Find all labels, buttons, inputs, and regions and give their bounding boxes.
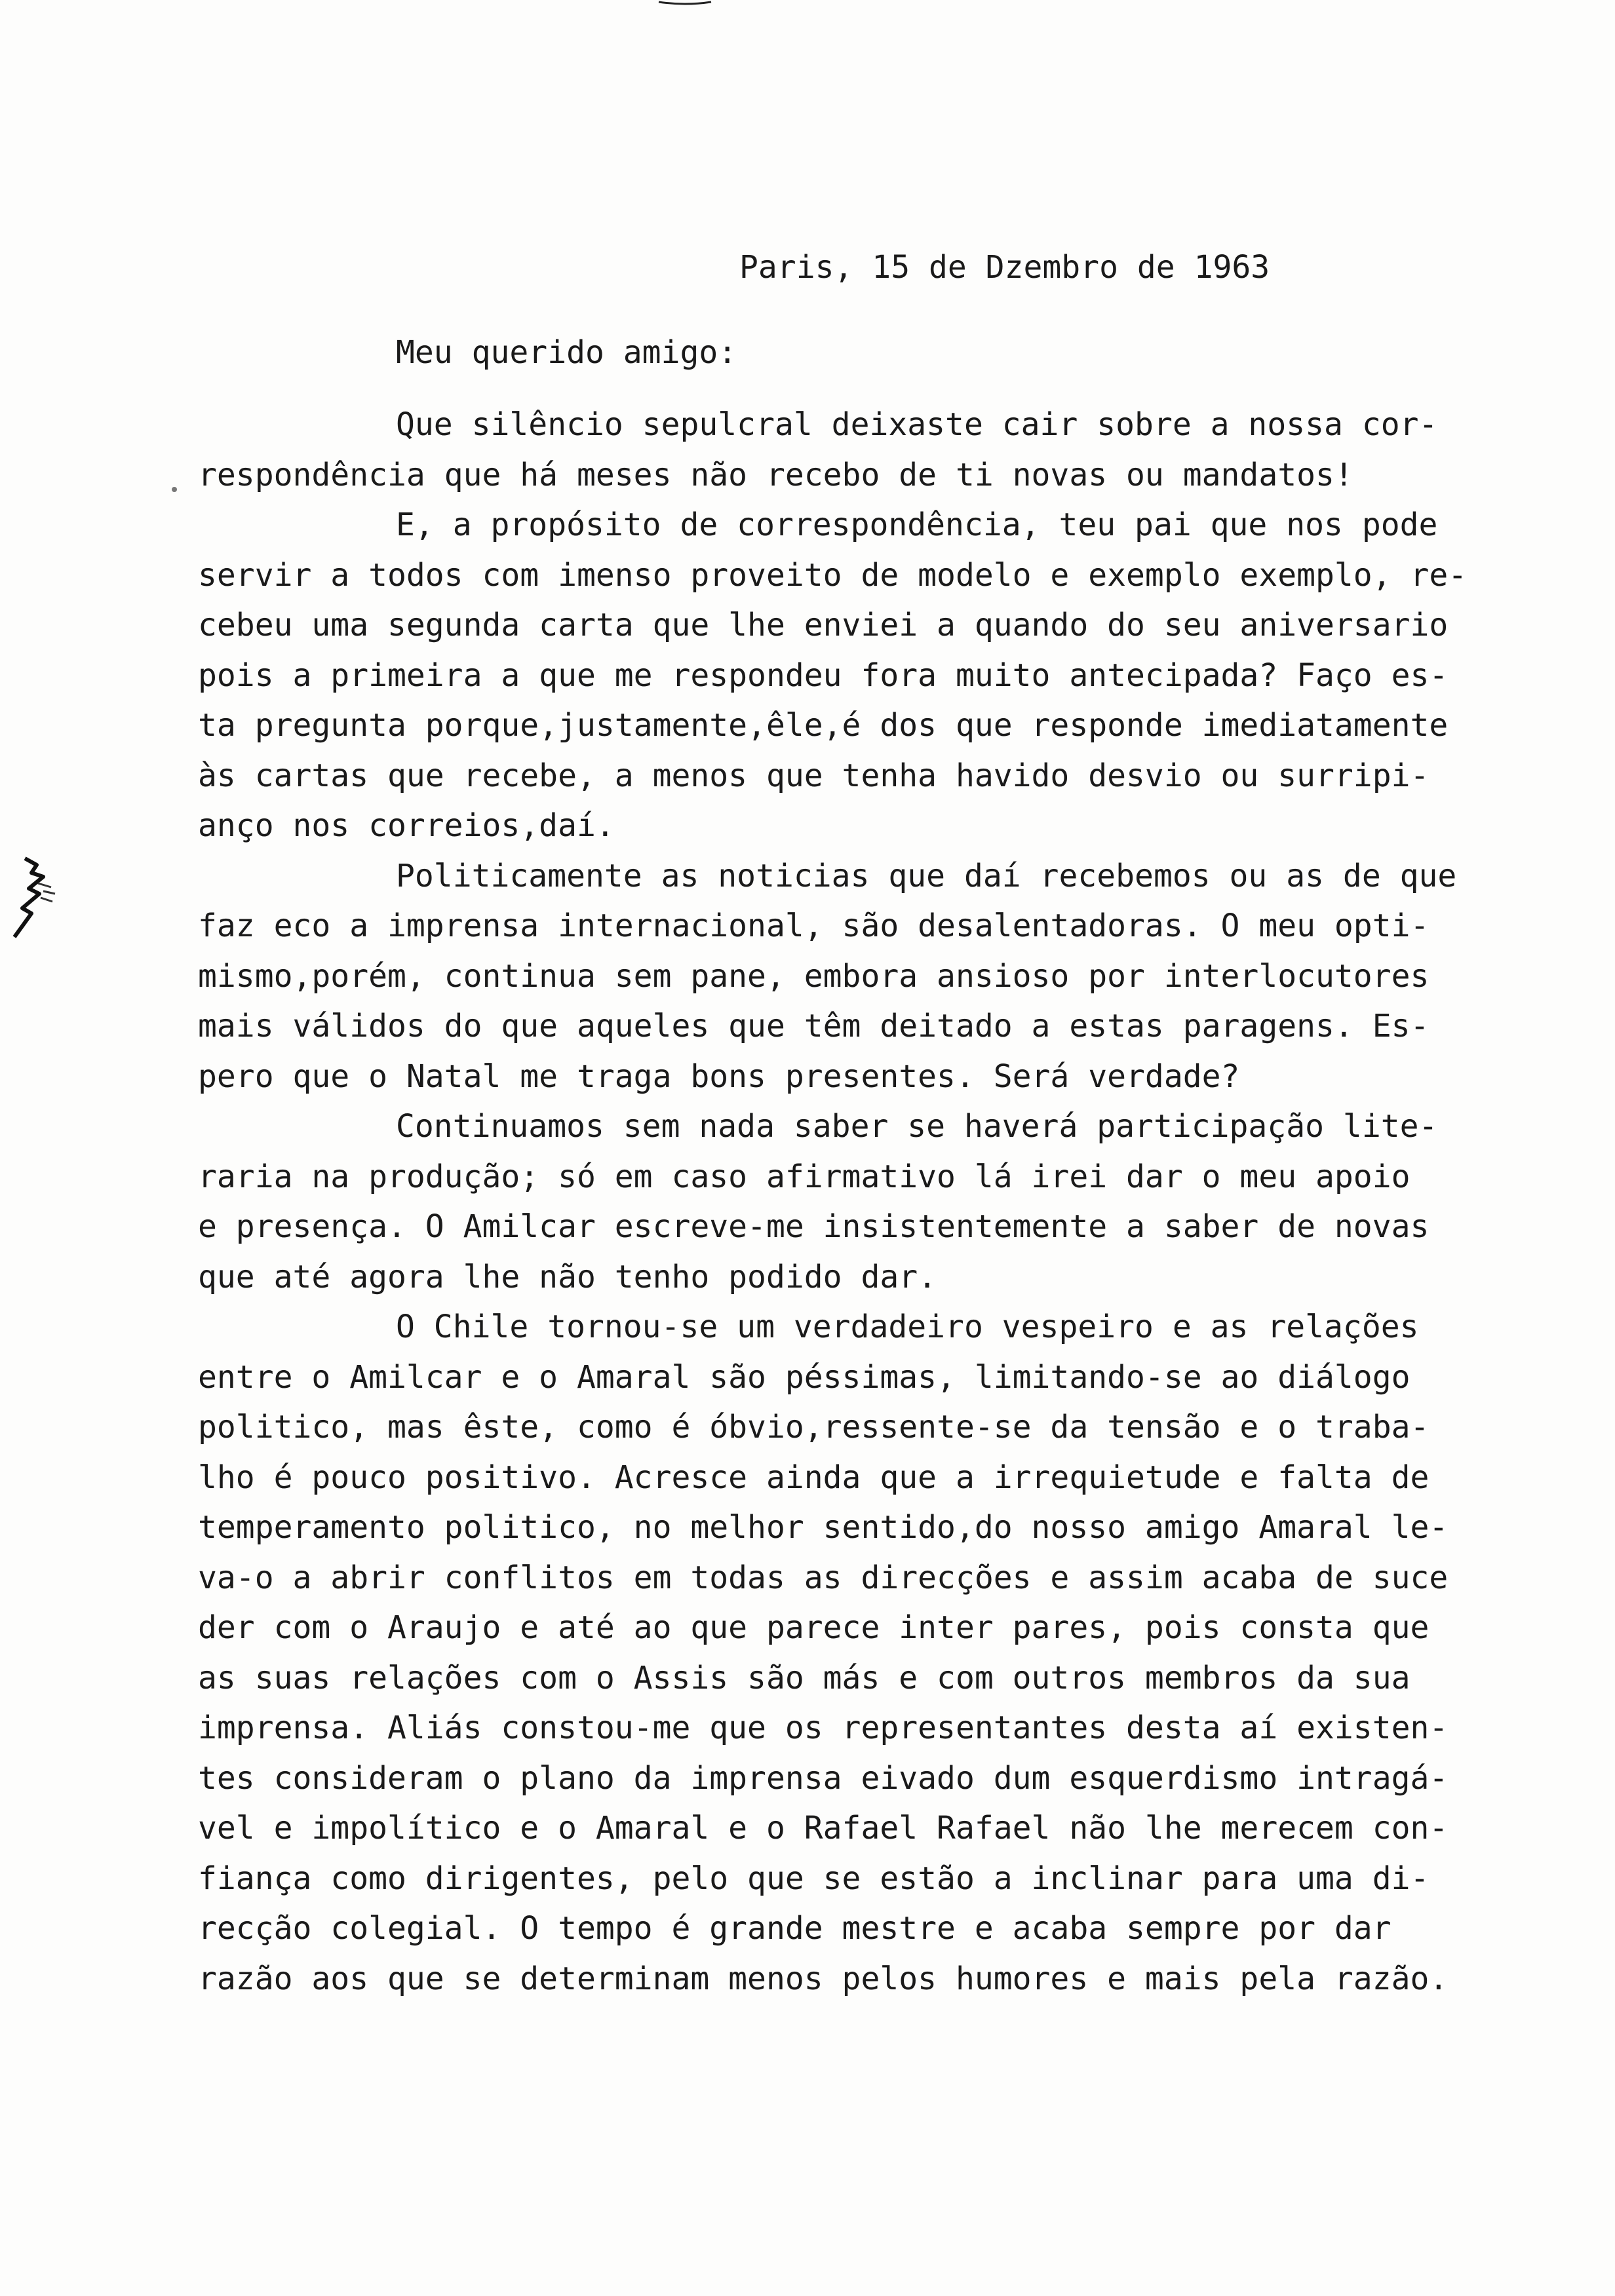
letter-line: mismo,porém, continua sem pane, embora ansioso por interlocutores xyxy=(198,957,1430,995)
letter-line: fiança como dirigentes, pelo que se estão a inclinar para uma di- xyxy=(198,1860,1430,1897)
letter-line: temperamento politico, no melhor sentido,do nosso amigo Amaral le- xyxy=(198,1509,1449,1546)
letter-line: ta pregunta porque,justamente,êle,é dos que responde imediatamente xyxy=(198,707,1449,744)
letter-line: Politicamente as noticias que daí recebemos ou as de que xyxy=(396,857,1457,894)
letter-line: entre o Amilcar e o Amaral são péssimas, limitando-se ao diálogo xyxy=(198,1358,1411,1396)
letter-line: Continuamos sem nada saber se haverá participação lite- xyxy=(396,1108,1438,1145)
top-edge-mark xyxy=(655,0,714,7)
letter-line: faz eco a imprensa internacional, são desalentadoras. O meu opti- xyxy=(198,908,1430,944)
letter-line: recção colegial. O tempo é grande mestre e acaba sempre por dar xyxy=(198,1910,1391,1947)
letter-line: respondência que há meses não recebo de ti novas ou mandatos! xyxy=(198,456,1353,493)
letter-line: Que silêncio sepulcral deixaste cair sobre a nossa cor- xyxy=(396,406,1438,443)
letter-line: servir a todos com imenso proveito de modelo e exemplo exemplo, re- xyxy=(198,556,1468,594)
letter-line: raria na produção; só em caso afirmativo lá irei dar o meu apoio xyxy=(198,1158,1411,1195)
letter-line: e presença. O Amilcar escreve-me insistentemente a saber de novas xyxy=(198,1208,1430,1245)
letter-line: politico, mas êste, como é óbvio,ressente-se da tensão e o traba- xyxy=(198,1409,1430,1445)
margin-dot-mark xyxy=(172,487,177,492)
letter-line: vel e impolítico e o Amaral e o Rafael Rafael não lhe merecem con- xyxy=(198,1810,1449,1846)
letter-line: que até agora lhe não tenho podido dar. xyxy=(198,1258,937,1295)
letter-line: tes consideram o plano da imprensa eivado dum esquerdismo intragá- xyxy=(198,1759,1449,1797)
letter-line: às cartas que recebe, a menos que tenha havido desvio ou surripi- xyxy=(198,757,1430,794)
letter-line: lho é pouco positivo. Acresce ainda que a irrequietude e falta de xyxy=(198,1459,1430,1496)
dateline: Paris, 15 de Dzembro de 1963 xyxy=(739,249,1270,286)
letter-line: as suas relações com o Assis são más e com outros membros da sua xyxy=(198,1659,1411,1696)
letter-line: der com o Araujo e até ao que parece inter pares, pois consta que xyxy=(198,1609,1430,1646)
letter-line: razão aos que se determinam menos pelos humores e mais pela razão. xyxy=(198,1960,1449,1997)
letter-line: E, a propósito de correspondência, teu pai que nos pode xyxy=(396,507,1438,543)
letter-line: imprensa. Aliás constou-me que os representantes desta aí existen- xyxy=(198,1710,1449,1746)
letter-body xyxy=(198,400,1467,2004)
letter-line: pero que o Natal me traga bons presentes. Será verdade? xyxy=(198,1058,1240,1095)
letter-line: anço nos correios,daí. xyxy=(198,807,615,844)
margin-scribble-mark xyxy=(5,845,71,944)
letter-line: cebeu uma segunda carta que lhe enviei a quando do seu aniversario xyxy=(198,607,1449,643)
letter-line: O Chile tornou-se um verdadeiro vespeiro e as relações xyxy=(396,1309,1419,1345)
letter-line: va-o a abrir conflitos em todas as direcções e assim acaba de suce xyxy=(198,1559,1449,1596)
letter-line: mais válidos do que aqueles que têm deitado a estas paragens. Es- xyxy=(198,1008,1430,1044)
salutation: Meu querido amigo: xyxy=(396,334,737,371)
letter-line: pois a primeira a que me respondeu fora muito antecipada? Faço es- xyxy=(198,657,1449,694)
